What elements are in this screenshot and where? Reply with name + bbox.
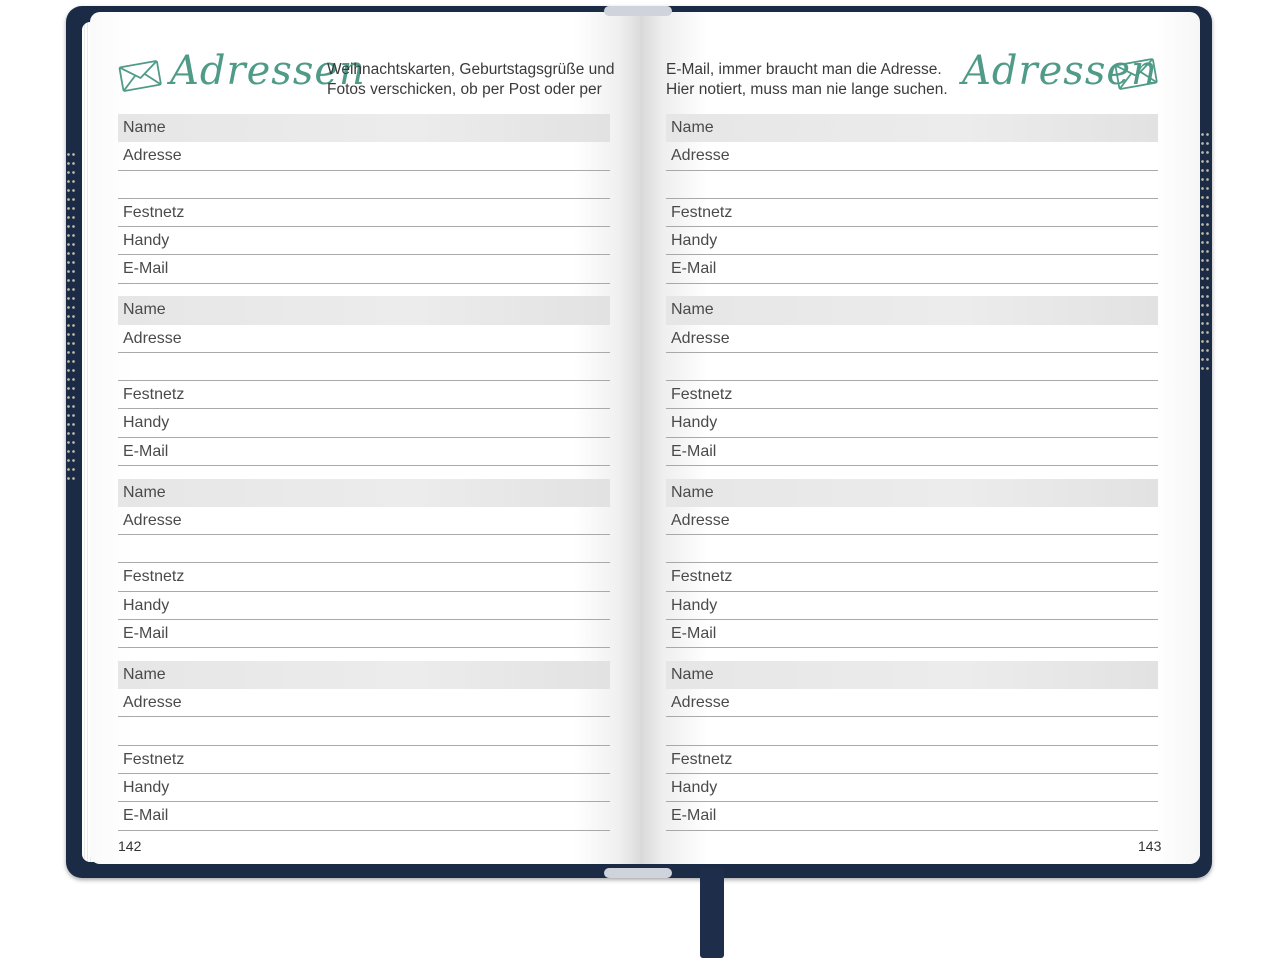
name-field[interactable] <box>118 661 610 689</box>
name-label: Name <box>123 119 166 136</box>
name-label: Name <box>671 119 714 136</box>
address-label: Adresse <box>123 329 182 347</box>
address-label: Adresse <box>671 329 730 347</box>
email-field[interactable] <box>118 255 610 283</box>
address-field[interactable] <box>118 689 610 717</box>
landline-field[interactable] <box>666 381 1158 409</box>
address-line-2[interactable] <box>666 353 1158 381</box>
address-field[interactable] <box>118 142 610 170</box>
name-field[interactable] <box>666 661 1158 689</box>
name-field[interactable] <box>666 296 1158 324</box>
name-field[interactable] <box>666 479 1158 507</box>
address-entry <box>118 661 610 843</box>
email-label: E-Mail <box>671 625 717 643</box>
name-label: Name <box>671 301 714 319</box>
name-label: Name <box>123 665 166 683</box>
landline-label: Festnetz <box>671 203 733 221</box>
address-line-2[interactable] <box>666 535 1158 563</box>
address-label: Adresse <box>123 511 182 529</box>
address-label: Adresse <box>671 694 730 712</box>
address-field[interactable] <box>118 325 610 353</box>
mobile-label: Handy <box>123 596 170 614</box>
mobile-field[interactable] <box>666 774 1158 802</box>
landline-field[interactable] <box>118 563 610 591</box>
name-field[interactable] <box>666 114 1158 142</box>
landline-label: Festnetz <box>123 750 185 768</box>
address-field[interactable] <box>666 689 1158 717</box>
cover-dot-pattern <box>1200 130 1210 370</box>
landline-label: Festnetz <box>123 386 185 404</box>
mobile-label: Handy <box>123 232 170 250</box>
mobile-field[interactable] <box>666 227 1158 255</box>
mobile-field[interactable] <box>666 409 1158 437</box>
email-field[interactable] <box>666 620 1158 648</box>
email-label: E-Mail <box>671 807 717 825</box>
cover-dot-pattern <box>66 150 76 480</box>
email-label: E-Mail <box>123 807 169 825</box>
email-field[interactable] <box>666 802 1158 830</box>
envelope-icon <box>118 58 162 92</box>
address-entry <box>666 661 1158 843</box>
mobile-field[interactable] <box>118 774 610 802</box>
address-line-2[interactable] <box>118 717 610 745</box>
page-title-left: Adressen <box>170 48 366 94</box>
address-entry <box>118 114 610 296</box>
address-field[interactable] <box>666 325 1158 353</box>
mobile-label: Handy <box>123 779 170 797</box>
email-field[interactable] <box>118 802 610 830</box>
address-label: Adresse <box>123 694 182 712</box>
ribbon-bookmark[interactable] <box>700 868 724 958</box>
mobile-label: Handy <box>671 596 718 614</box>
mobile-label: Handy <box>671 779 718 797</box>
landline-label: Festnetz <box>671 750 733 768</box>
name-field[interactable] <box>118 296 610 324</box>
address-field[interactable] <box>118 507 610 535</box>
email-label: E-Mail <box>123 625 169 643</box>
address-line-2[interactable] <box>118 353 610 381</box>
address-entry <box>666 296 1158 478</box>
email-field[interactable] <box>118 438 610 466</box>
landline-field[interactable] <box>666 746 1158 774</box>
name-field[interactable] <box>118 114 610 142</box>
landline-label: Festnetz <box>123 568 185 586</box>
address-entry <box>118 479 610 661</box>
address-form-left <box>118 114 610 843</box>
name-label: Name <box>123 483 166 501</box>
landline-field[interactable] <box>118 381 610 409</box>
landline-field[interactable] <box>118 199 610 227</box>
intro-text-left <box>327 60 614 100</box>
address-field[interactable] <box>666 142 1158 170</box>
landline-field[interactable] <box>666 199 1158 227</box>
landline-field[interactable] <box>118 746 610 774</box>
address-form-right <box>666 114 1158 843</box>
spine-top <box>604 6 672 16</box>
intro-text-right <box>666 60 948 100</box>
landline-label: Festnetz <box>671 568 733 586</box>
mobile-label: Handy <box>671 232 718 250</box>
intro-line: Fotos verschicken, ob per Post oder per <box>327 81 602 98</box>
address-line-2[interactable] <box>666 717 1158 745</box>
mobile-field[interactable] <box>118 227 610 255</box>
landline-label: Festnetz <box>123 203 185 221</box>
page-number-left: 142 <box>118 838 142 854</box>
mobile-field[interactable] <box>118 409 610 437</box>
address-line-2[interactable] <box>118 171 610 199</box>
name-label: Name <box>671 483 714 501</box>
intro-line: E-Mail, immer braucht man die Adresse. <box>666 61 942 78</box>
address-line-2[interactable] <box>118 535 610 563</box>
spine-bottom <box>604 868 672 878</box>
email-field[interactable] <box>666 255 1158 283</box>
intro-line: Hier notiert, muss man nie lange suchen. <box>666 81 948 98</box>
address-line-2[interactable] <box>666 171 1158 199</box>
address-entry <box>666 114 1158 296</box>
address-entry <box>118 296 610 478</box>
mobile-field[interactable] <box>118 592 610 620</box>
email-field[interactable] <box>118 620 610 648</box>
name-label: Name <box>671 665 714 683</box>
address-entry <box>666 479 1158 661</box>
address-label: Adresse <box>671 147 730 165</box>
email-label: E-Mail <box>671 442 717 460</box>
page-number-right: 143 <box>1138 838 1162 854</box>
address-field[interactable] <box>666 507 1158 535</box>
mobile-label: Handy <box>671 414 718 432</box>
email-label: E-Mail <box>123 442 169 460</box>
name-field[interactable] <box>118 479 610 507</box>
mobile-label: Handy <box>123 414 170 432</box>
page-title-right: Adressen <box>962 48 1158 94</box>
intro-line: Weihnachtskarten, Geburtstagsgrüße und <box>327 61 615 78</box>
name-label: Name <box>123 301 166 319</box>
email-label: E-Mail <box>671 260 717 278</box>
address-label: Adresse <box>123 147 182 165</box>
landline-label: Festnetz <box>671 386 733 404</box>
email-label: E-Mail <box>123 260 169 278</box>
address-label: Adresse <box>671 511 730 529</box>
mobile-field[interactable] <box>666 592 1158 620</box>
envelope-icon <box>1114 56 1158 90</box>
landline-field[interactable] <box>666 563 1158 591</box>
email-field[interactable] <box>666 438 1158 466</box>
